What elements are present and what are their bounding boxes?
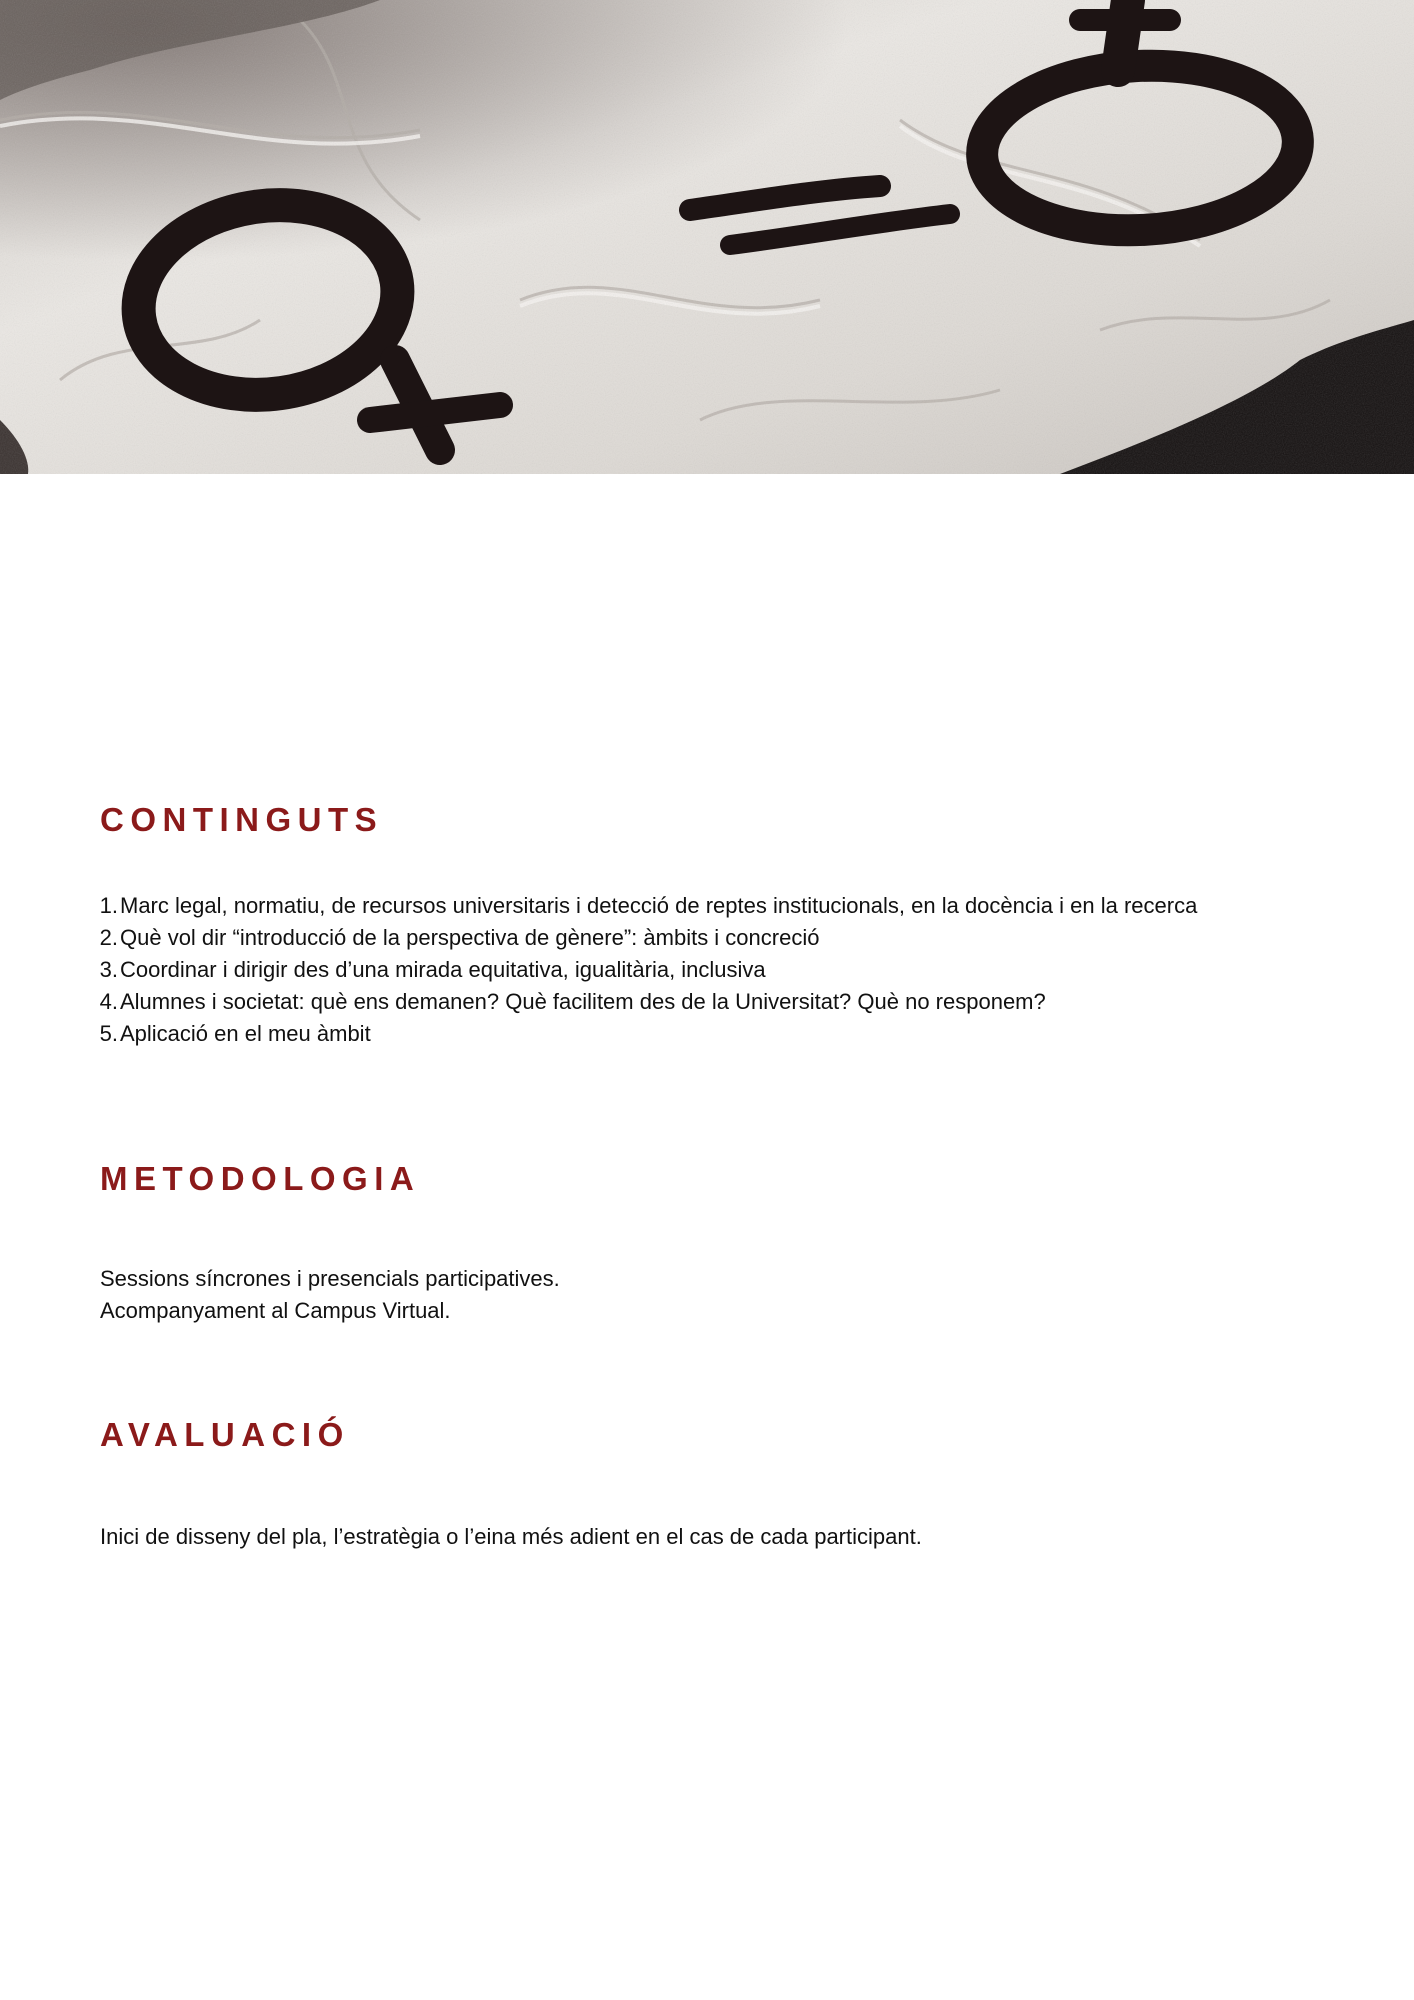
list-item-text: Què vol dir “introducció de la perspectiva de gènere”: àmbits i concreció — [120, 925, 820, 950]
metodologia-text — [100, 1263, 560, 1327]
list-item-number: 5. — [99, 1021, 118, 1046]
list-item-text: Marc legal, normatiu, de recursos universitaris i detecció de reptes institucionals, en la docència i en la recerca — [120, 893, 1198, 918]
list-item-text: Aplicació en el meu àmbit — [120, 1021, 371, 1046]
metodologia-line: Acompanyament al Campus Virtual. — [100, 1298, 451, 1323]
list-item-number: 2. — [99, 925, 118, 950]
list-item — [96, 954, 1197, 986]
hero-image — [0, 0, 1414, 474]
section-title-metodologia: METODOLOGIA — [100, 1160, 421, 1197]
section-title-continguts: CONTINGUTS — [100, 801, 384, 838]
list-item-text: Alumnes i societat: què ens demanen? Què facilitem des de la Universitat? Què no responem? — [120, 989, 1046, 1014]
metodologia-line: Sessions síncrones i presencials participatives. — [100, 1266, 560, 1291]
list-item — [96, 890, 1197, 922]
list-item — [96, 1018, 1197, 1050]
list-item-number: 3. — [99, 957, 118, 982]
section-title-avaluacio: AVALUACIÓ — [100, 1416, 350, 1453]
avaluacio-text: Inici de disseny del pla, l’estratègia o l’eina més adient en el cas de cada participant. — [100, 1524, 922, 1549]
list-item-text: Coordinar i dirigir des d’una mirada equitativa, igualitària, inclusiva — [120, 957, 766, 982]
gender-equality-illustration — [0, 0, 1414, 474]
list-item-number: 4. — [99, 989, 118, 1014]
list-item — [96, 986, 1197, 1018]
list-item-number: 1. — [99, 893, 118, 918]
list-item — [96, 922, 1197, 954]
continguts-list — [96, 890, 1197, 1050]
